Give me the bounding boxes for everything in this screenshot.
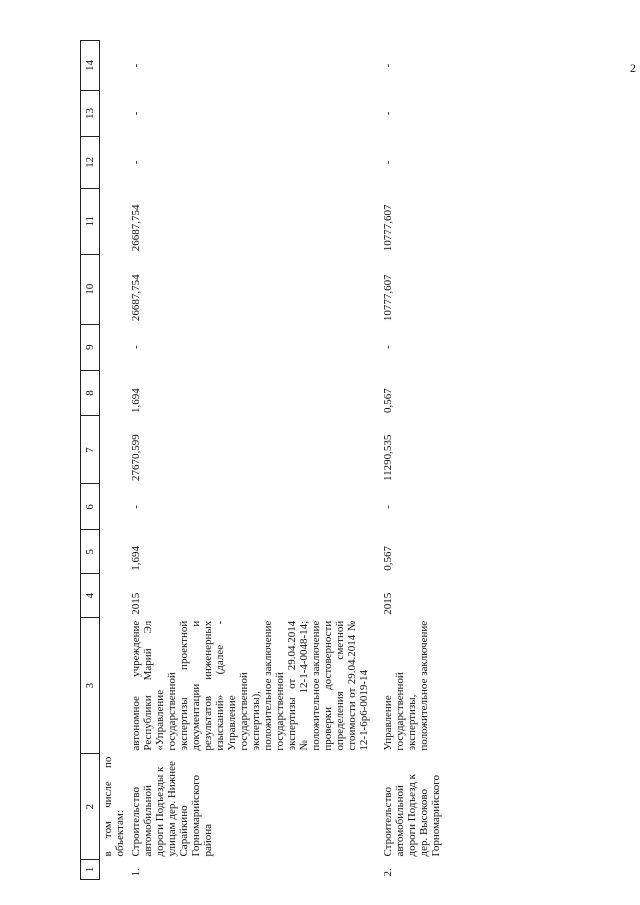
year-cell: 2015 xyxy=(130,592,142,615)
cell-c9: - xyxy=(130,345,142,349)
col-header-9: 9 xyxy=(81,324,100,370)
row-number: 2. xyxy=(382,868,394,877)
objects-table xyxy=(80,40,444,880)
column-numbers-row xyxy=(81,41,100,880)
col-header-3: 3 xyxy=(81,618,100,754)
col-header-11: 11 xyxy=(81,188,100,254)
cell-c10: 26687,754 xyxy=(130,274,142,322)
cell-c8: 0,567 xyxy=(382,388,394,413)
cell-c10: 10777,607 xyxy=(382,274,394,322)
table-row xyxy=(380,41,444,880)
agency-conclusion: автономное учреждение Республики Марий Эл «Управление государственной экспертизы проектной документации и результатов инженерных изысканий» (далее - Управление государственной экспертизы), положительное заключение государственной экспертизы от 29.04.2014 № 12-1-4-0048-14; положительное заключение проверки достоверности определения сметной стоимости от 29.04.2014 № 12-1-6р6-0019-14 xyxy=(130,620,370,751)
subheader-text: в том числе по объектам: xyxy=(102,756,126,857)
col-header-13: 13 xyxy=(81,91,100,137)
cell-c6: - xyxy=(130,505,142,509)
page-number: 2 xyxy=(630,61,636,75)
col-header-1: 1 xyxy=(81,860,100,880)
cell-c7: 27670,599 xyxy=(130,434,142,481)
cell-c9: - xyxy=(382,345,394,349)
object-name: Строительство автомобильной дороги Подъезд к дер. Высоково Горномарийского xyxy=(382,774,442,857)
cell-c8: 1,694 xyxy=(130,388,142,413)
cell-c13: - xyxy=(130,111,142,116)
cell-c13: - xyxy=(382,111,394,116)
col-header-10: 10 xyxy=(81,254,100,324)
col-header-8: 8 xyxy=(81,370,100,416)
cell-c12: - xyxy=(130,160,142,165)
year-cell: 2015 xyxy=(382,592,394,615)
cell-c5: 1,694 xyxy=(130,546,142,571)
table-row xyxy=(128,41,372,880)
cell-c5: 0,567 xyxy=(382,546,394,571)
cell-c6: - xyxy=(382,505,394,509)
cell-c7: 11290,535 xyxy=(382,434,394,481)
col-header-6: 6 xyxy=(81,484,100,530)
cell-c11: 10777,607 xyxy=(382,204,394,252)
rotated-table-container xyxy=(80,40,640,880)
subheader-row xyxy=(100,41,129,880)
col-header-12: 12 xyxy=(81,136,100,188)
col-header-14: 14 xyxy=(81,41,100,91)
col-header-4: 4 xyxy=(81,574,100,618)
object-name: Строительство автомобильной дороги Подъезды к улицам дер. Нижнее Сарайкино Горномарийского района xyxy=(130,761,214,857)
cell-c14: - xyxy=(382,63,394,68)
col-header-2: 2 xyxy=(81,754,100,860)
agency-conclusion: Управление государственной экспертизы, положительное заключение xyxy=(382,620,430,751)
col-header-5: 5 xyxy=(81,530,100,574)
cell-c12: - xyxy=(382,160,394,165)
col-header-7: 7 xyxy=(81,416,100,484)
row-number: 1. xyxy=(130,868,142,877)
cell-c14: - xyxy=(130,63,142,68)
cell-c11: 26687,754 xyxy=(130,204,142,252)
